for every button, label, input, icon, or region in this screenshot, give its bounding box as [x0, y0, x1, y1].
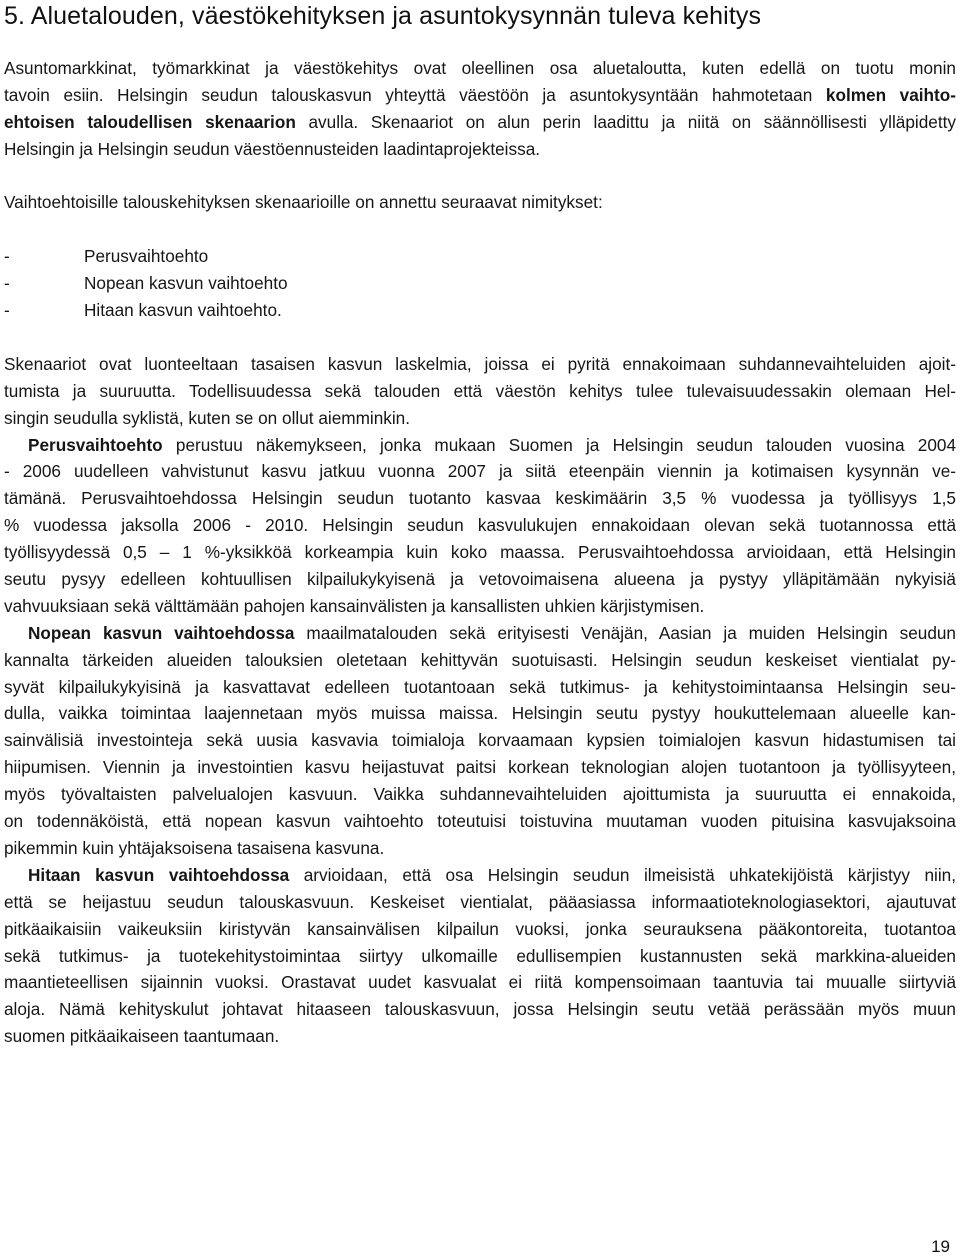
base-line-6: seutu pysyy edelleen kohtuullisen kilpailukykyisenä ja vetovoimaisena alueena ja pystyy ylläpitämään nykyisiä [4, 569, 956, 590]
cycles-line-2: tumista ja suuruutta. Todellisuudessa sekä talouden että väestön kehitys tulee tulevaisuudessakin olemaan Hel- [4, 380, 956, 401]
fast-scenario-term: Nopean kasvun vaihtoehdossa [28, 622, 295, 643]
list-item-text: Perusvaihtoehto [84, 246, 209, 267]
list-item [4, 270, 956, 297]
intro-line-4: Helsingin ja Helsingin seudun väestöennusteiden laadintaprojekteissa. [4, 138, 541, 159]
list-item [4, 297, 956, 324]
list-item [4, 243, 956, 270]
base-line-3: tämänä. Perusvaihtoehdossa Helsingin seudun tuotanto kasvaa keskimäärin 3,5 % vuodessa ja työllisyys 1,5 [4, 488, 956, 509]
base-line-4: % vuodessa jaksolla 2006 - 2010. Helsingin seudun kasvulukujen ennakoidaan olevan sekä tuotannossa että [4, 515, 956, 536]
fast-line-9: pikemmin kuin yhtäjaksoisena tasaisena kasvuna. [4, 837, 385, 858]
list-dash: - [4, 273, 10, 294]
intro-line-3 [4, 109, 956, 136]
cycles-line-1: Skenaariot ovat luonteeltaan tasaisen kasvun laskelmia, joissa ei pyritä ennakoimaan suhdannevaihteluiden ajoit- [4, 353, 956, 374]
base-line-7: vahvuuksiaan sekä välttämään pahojen kansainvälisten ja kansallisten uhkien kärjistymisen. [4, 595, 705, 616]
names-intro: Vaihtoehtoisille talouskehityksen skenaarioille on annettu seuraavat nimitykset: [4, 192, 603, 213]
fast-scenario-paragraph [4, 620, 956, 862]
base-line-5: työllisyydessä 0,5 – 1 %-yksikköä korkeampia kuin koko maassa. Perusvaihtoehdossa arvioidaan, että Helsingin [4, 542, 956, 563]
base-scenario-term: Perusvaihtoehto [28, 434, 163, 455]
intro-line-2-emphasis: kolmen vaihto- [825, 84, 956, 105]
intro-line-3-text: avulla. Skenaariot on alun perin laadittu ja niitä on säännöllisesti ylläpidetty [295, 111, 956, 132]
intro-line-2-text: tavoin esiin. Helsingin seudun talouskasvun yhteyttä väestöön ja asuntokysyntään hahmotetaan [4, 84, 826, 105]
slow-line-2: että se heijastuu seudun talouskasvuun. Keskeiset vientialat, pääasiassa informaatioteknologiasektori, ajautuvat [4, 891, 956, 912]
fast-line-8: on todennäköistä, että nopean kasvun vaihtoehto toteutuisi toistuvina muutaman vuoden pituisina kasvujaksoina [4, 811, 956, 832]
slow-line-3: pitkäaikaisiin vaikeuksiin kiristyvän kansainvälisen kilpailun vuoksi, jonka seurauksena pääkontoreita, tuotantoa [4, 918, 956, 939]
base-line-1 [4, 432, 956, 459]
scenario-list [4, 243, 956, 324]
body-text [4, 55, 956, 1050]
slow-line-1-text: arvioidaan, että osa Helsingin seudun ilmeisistä uhkatekijöistä kärjistyy niin, [289, 864, 956, 885]
section-title: 5. Aluetalouden, väestökehityksen ja asuntokysynnän tuleva kehitys [4, 2, 762, 30]
base-line-2: - 2006 uudelleen vahvistunut kasvu jatkuu vuonna 2007 ja siitä eteenpäin viennin ja kotimaisen kysynnän ve- [4, 461, 956, 482]
base-scenario-paragraph [4, 432, 956, 620]
fast-line-6: hiipumisen. Viennin ja investointien kasvu heijastuvat paitsi korkean teknologian alojen tuotantoon ja työllisyyteen, [4, 757, 956, 778]
fast-line-5: sainvälisiä investointeja sekä uusia kasvavia toimialoja korvaamaan kypsien toimialojen kasvun hidastumisen tai [4, 730, 956, 751]
slow-scenario-paragraph [4, 862, 956, 1050]
slow-line-6: aloja. Nämä kehityskulut johtavat hitaaseen talouskasvuun, jossa Helsingin seutu vetää perässään myös muun [4, 999, 956, 1020]
intro-paragraph [4, 55, 956, 163]
slow-line-4: sekä tutkimus- ja tuotekehitystoimintaa siirtyy ulkomaille edullisempien kustannusten sekä markkina-alueiden [4, 945, 956, 966]
fast-line-1-text: maailmatalouden sekä erityisesti Venäjän, Aasian ja muiden Helsingin seudun [294, 622, 956, 643]
cycles-paragraph [4, 351, 956, 432]
list-dash: - [4, 246, 10, 267]
page-number: 19 [931, 1237, 950, 1256]
base-line-1-text: perustuu näkemykseen, jonka mukaan Suomen ja Helsingin seudun talouden vuosina 2004 [162, 434, 956, 455]
fast-line-1 [4, 620, 956, 647]
slow-scenario-term: Hitaan kasvun vaihtoehdossa [28, 864, 290, 885]
slow-line-1 [4, 862, 956, 889]
fast-line-4: dulla, vaikka toimintaa laajennetaan myös muissa maissa. Helsingin seutu pystyy houkuttelemaan alueelle kan- [4, 703, 956, 724]
fast-line-2: kannalta tärkeiden alueiden talouksien oletetaan kehittyvän suotuisasti. Helsingin seudun keskeiset vientialat py- [4, 649, 956, 670]
intro-line-2 [4, 82, 956, 109]
intro-line-3-emphasis: ehtoisen taloudellisen skenaarion [4, 111, 296, 132]
cycles-line-3: singin seudulla syklistä, kuten se on ollut aiemminkin. [4, 407, 411, 428]
list-item-text: Nopean kasvun vaihtoehto [84, 273, 288, 294]
intro-line-1: Asuntomarkkinat, työmarkkinat ja väestökehitys ovat oleellinen osa aluetaloutta, kuten edellä on tuotu monin [4, 58, 956, 78]
fast-line-3: syvät kilpailukykyisinä ja kasvattavat edelleen tuotantoaan sekä tutkimus- ja kehitystoimintaansa Helsingin seu- [4, 676, 956, 697]
list-dash: - [4, 300, 10, 321]
fast-line-7: myös työvaltaisten palvelualojen kasvuun. Vaikka suhdannevaihteluiden ajoittumista ja suuruutta ei ennakoida, [4, 784, 956, 805]
slow-line-7: suomen pitkäaikaiseen taantumaan. [4, 1026, 280, 1047]
list-item-text: Hitaan kasvun vaihtoehto. [84, 300, 282, 321]
slow-line-5: maantieteellisen sijainnin vuoksi. Orastavat uudet kasvualat ei riitä kompensoimaan taantuvia tai muualle siirtyviä [4, 972, 956, 993]
